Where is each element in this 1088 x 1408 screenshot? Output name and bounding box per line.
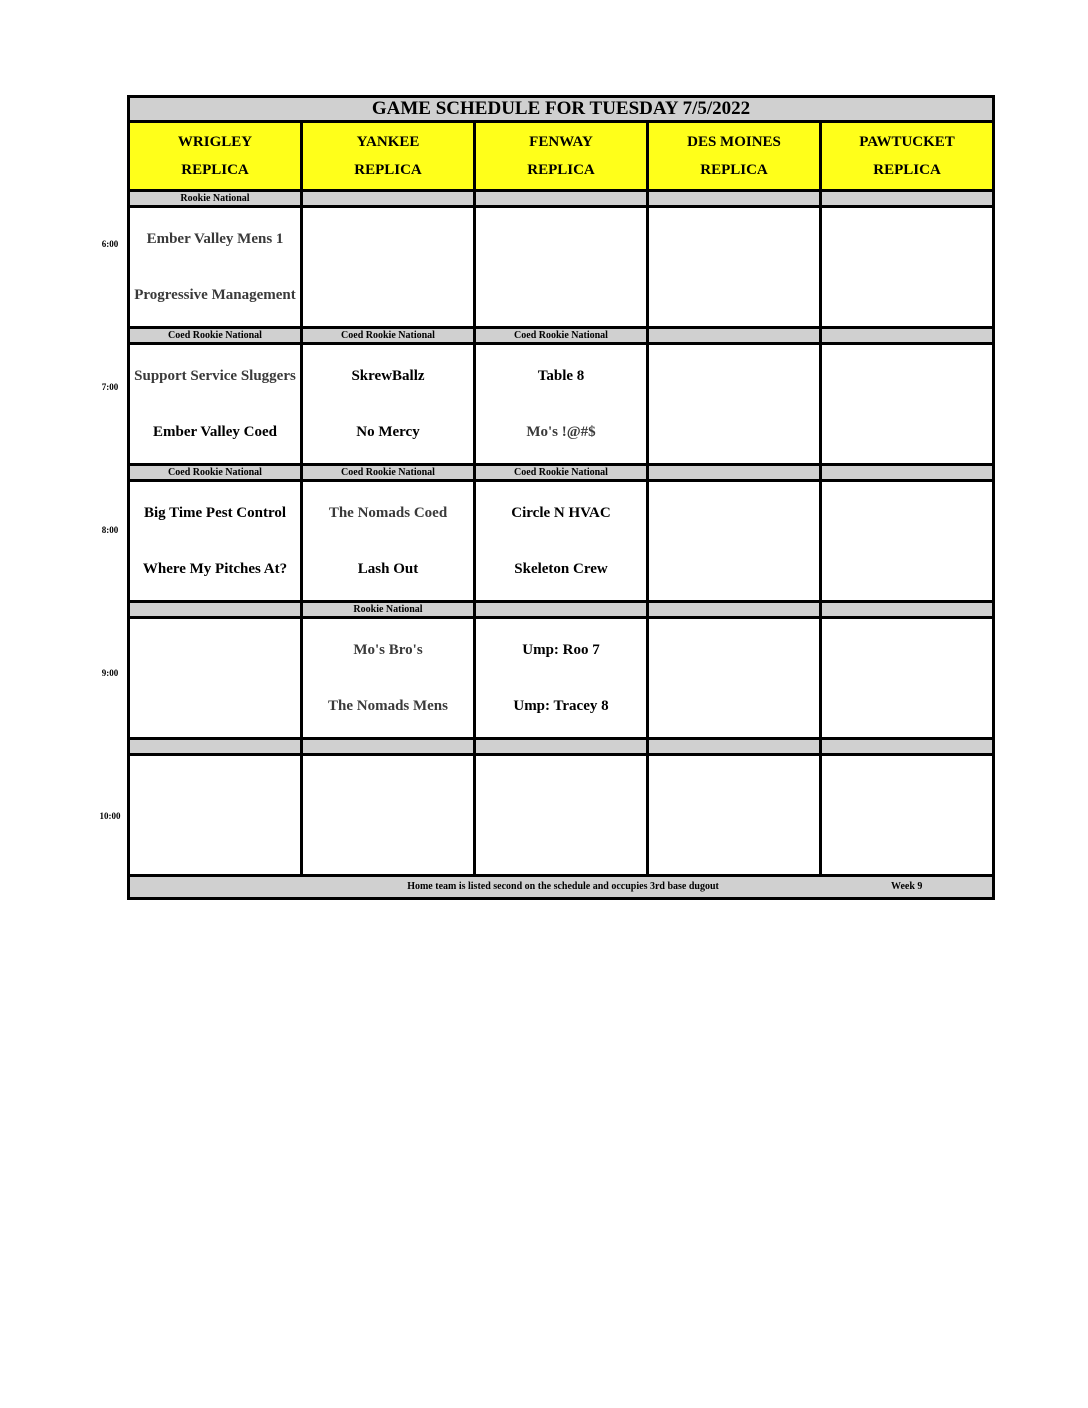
field-sub: REPLICA bbox=[527, 162, 595, 178]
game-cell bbox=[475, 207, 648, 328]
home-team: Where My Pitches At? bbox=[142, 561, 288, 577]
field-name: YANKEE bbox=[356, 134, 420, 150]
field-header-wrigley bbox=[129, 122, 302, 191]
division-row bbox=[129, 191, 994, 207]
game-cell bbox=[648, 344, 821, 465]
away-team: Support Service Sluggers bbox=[134, 368, 296, 384]
away-team bbox=[303, 208, 473, 267]
away-team: Ember Valley Mens 1 bbox=[146, 231, 284, 247]
game-cell bbox=[821, 481, 994, 602]
home-team: Ump: Tracey 8 bbox=[513, 698, 609, 714]
home-team: Mo's !@#$ bbox=[526, 424, 596, 440]
away-team bbox=[476, 756, 646, 815]
game-cell bbox=[648, 207, 821, 328]
away-team: SkrewBallz bbox=[351, 368, 425, 384]
home-team: Skeleton Crew bbox=[514, 561, 608, 577]
home-team bbox=[476, 815, 646, 874]
game-cell bbox=[475, 344, 648, 465]
away-team bbox=[822, 208, 992, 267]
division-label: Coed Rookie National bbox=[475, 465, 648, 481]
schedule-table bbox=[127, 95, 995, 900]
game-cell bbox=[129, 344, 302, 465]
division-label bbox=[129, 739, 302, 755]
field-sub: REPLICA bbox=[873, 162, 941, 178]
home-team bbox=[822, 267, 992, 326]
game-cell bbox=[821, 618, 994, 739]
field-header-row bbox=[129, 122, 994, 191]
home-team bbox=[649, 267, 819, 326]
time-label-8: 8:00 bbox=[101, 525, 119, 535]
field-header-des-moines bbox=[648, 122, 821, 191]
title-row bbox=[129, 97, 994, 122]
game-row bbox=[129, 481, 994, 602]
field-sub: REPLICA bbox=[181, 162, 249, 178]
division-label bbox=[648, 602, 821, 618]
home-team bbox=[822, 815, 992, 874]
time-label-9: 9:00 bbox=[101, 668, 119, 678]
away-team bbox=[822, 345, 992, 404]
away-team bbox=[822, 482, 992, 541]
division-row bbox=[129, 739, 994, 755]
away-team bbox=[822, 756, 992, 815]
game-cell bbox=[475, 755, 648, 876]
footer-note: Home team is listed second on the schedule and occupies 3rd base dugout bbox=[407, 881, 719, 892]
division-label bbox=[302, 191, 475, 207]
division-label bbox=[821, 191, 994, 207]
game-cell bbox=[821, 344, 994, 465]
away-team: Big Time Pest Control bbox=[143, 505, 287, 521]
away-team bbox=[822, 619, 992, 678]
schedule-title: GAME SCHEDULE FOR TUESDAY 7/5/2022 bbox=[129, 97, 994, 122]
away-team: Mo's Bro's bbox=[353, 642, 423, 658]
division-label bbox=[475, 191, 648, 207]
home-team bbox=[822, 541, 992, 600]
home-team bbox=[822, 404, 992, 463]
home-team bbox=[303, 267, 473, 326]
home-team: No Mercy bbox=[356, 424, 420, 440]
division-label bbox=[821, 602, 994, 618]
division-label: Coed Rookie National bbox=[129, 328, 302, 344]
game-cell bbox=[648, 755, 821, 876]
home-team bbox=[130, 678, 300, 737]
away-team: Ump: Roo 7 bbox=[522, 642, 600, 658]
division-label bbox=[648, 191, 821, 207]
home-team bbox=[822, 678, 992, 737]
division-label: Coed Rookie National bbox=[129, 465, 302, 481]
home-team bbox=[303, 815, 473, 874]
field-sub: REPLICA bbox=[354, 162, 422, 178]
home-team bbox=[649, 404, 819, 463]
time-label-10: 10:00 bbox=[99, 811, 121, 821]
time-label-6: 6:00 bbox=[101, 239, 119, 249]
division-label bbox=[129, 602, 302, 618]
field-header-pawtucket bbox=[821, 122, 994, 191]
division-row bbox=[129, 602, 994, 618]
field-name: WRIGLEY bbox=[177, 134, 253, 150]
home-team: Ember Valley Coed bbox=[153, 424, 277, 440]
division-label: Rookie National bbox=[302, 602, 475, 618]
away-team bbox=[649, 345, 819, 404]
away-team bbox=[649, 482, 819, 541]
footer-cell bbox=[129, 876, 994, 899]
division-label bbox=[821, 739, 994, 755]
division-label bbox=[648, 465, 821, 481]
division-label bbox=[648, 328, 821, 344]
game-row bbox=[129, 755, 994, 876]
home-team bbox=[130, 815, 300, 874]
field-name: DES MOINES bbox=[687, 134, 781, 150]
away-team bbox=[130, 756, 300, 815]
field-header-yankee bbox=[302, 122, 475, 191]
home-team: Progressive Management bbox=[134, 287, 296, 303]
game-cell bbox=[648, 618, 821, 739]
game-row bbox=[129, 207, 994, 328]
away-team: The Nomads Coed bbox=[328, 505, 448, 521]
field-sub: REPLICA bbox=[700, 162, 768, 178]
time-label-7: 7:00 bbox=[101, 382, 119, 392]
division-label bbox=[821, 465, 994, 481]
division-row bbox=[129, 328, 994, 344]
game-row bbox=[129, 344, 994, 465]
away-team bbox=[649, 756, 819, 815]
game-cell bbox=[302, 481, 475, 602]
away-team bbox=[303, 756, 473, 815]
division-label: Rookie National bbox=[129, 191, 302, 207]
home-team: The Nomads Mens bbox=[327, 698, 448, 714]
game-cell bbox=[129, 481, 302, 602]
away-team bbox=[130, 619, 300, 678]
away-team bbox=[649, 208, 819, 267]
away-team bbox=[476, 208, 646, 267]
away-team bbox=[649, 619, 819, 678]
home-team bbox=[649, 541, 819, 600]
home-team bbox=[649, 678, 819, 737]
game-cell bbox=[475, 618, 648, 739]
game-cell bbox=[129, 618, 302, 739]
division-label: Coed Rookie National bbox=[302, 465, 475, 481]
game-cell bbox=[302, 618, 475, 739]
division-label bbox=[302, 739, 475, 755]
division-row bbox=[129, 465, 994, 481]
game-cell bbox=[129, 207, 302, 328]
division-label bbox=[475, 602, 648, 618]
division-label bbox=[648, 739, 821, 755]
away-team: Table 8 bbox=[537, 368, 585, 384]
home-team bbox=[476, 267, 646, 326]
division-label bbox=[475, 739, 648, 755]
week-label: Week 9 bbox=[891, 881, 923, 892]
division-label bbox=[821, 328, 994, 344]
division-label: Coed Rookie National bbox=[475, 328, 648, 344]
field-header-fenway bbox=[475, 122, 648, 191]
away-team: Circle N HVAC bbox=[511, 505, 611, 521]
home-team: Lash Out bbox=[357, 561, 419, 577]
footer-row bbox=[129, 876, 994, 899]
field-name: PAWTUCKET bbox=[859, 134, 955, 150]
game-cell bbox=[648, 481, 821, 602]
game-cell bbox=[129, 755, 302, 876]
home-team bbox=[649, 815, 819, 874]
game-cell bbox=[821, 207, 994, 328]
game-cell bbox=[302, 344, 475, 465]
game-cell bbox=[475, 481, 648, 602]
game-cell bbox=[821, 755, 994, 876]
game-row bbox=[129, 618, 994, 739]
field-name: FENWAY bbox=[529, 134, 593, 150]
division-label: Coed Rookie National bbox=[302, 328, 475, 344]
game-cell bbox=[302, 207, 475, 328]
game-cell bbox=[302, 755, 475, 876]
